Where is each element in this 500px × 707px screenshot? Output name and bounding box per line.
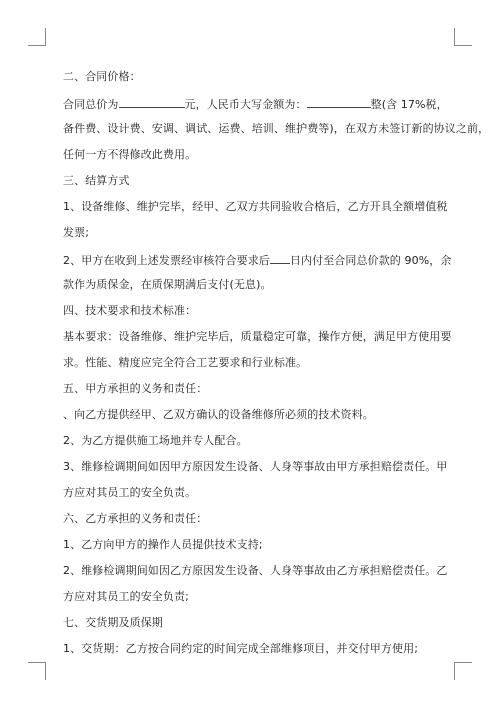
para-settlement-2a [63,252,451,268]
price-label: 合同总价为 [63,98,119,111]
para-price-line-3: 任何一方不得修改此费用。 [63,148,197,161]
blank-total-price [119,96,185,108]
para-technical-1: 基本要求：设备维修、维护完毕后，质量稳定可靠，操作方便，满足甲方使用要 [63,330,452,343]
para-party-a-1: 、向乙方提供经甲、乙双方确认的设备维修所必须的技术资料。 [63,408,374,421]
para-delivery-1: 1、交货期：乙方按合同约定的时间完成全部维修项目，并交付甲方使用; [63,642,419,655]
heading-technical: 四、技术要求和技术标准： [63,304,197,317]
para-party-b-2a: 2、维修检调期间如因乙方原因发生设备、人身等事故由乙方承担赔偿责任。乙 [63,564,448,577]
blank-rmb-amount [307,96,371,108]
settlement-2-lead: 2、甲方在收到上述发票经审核符合要求后 [63,254,270,267]
para-party-a-3a: 3、维修检调期间如因甲方原因发生设备、人身等事故由甲方承担赔偿责任。甲 [63,460,448,473]
para-party-b-1: 1、乙方向甲方的操作人员提供技术支持; [63,538,263,551]
para-party-a-3b: 方应对其员工的安全负责。 [63,486,197,499]
para-price-line-2: 备件费、设计费、安调、调试、运费、培训、维护费等)，在双方未签订新的协议之前， [63,122,490,135]
para-price-line-1 [63,96,448,112]
para-settlement-2b: 款作为质保金，在质保期满后支付(无息)。 [63,278,272,291]
para-technical-2: 求。性能、精度应完全符合工艺要求和行业标准。 [63,356,308,369]
heading-delivery: 七、交货期及质保期 [63,616,163,629]
heading-party-b: 六、乙方承担的义务和责任： [63,512,208,525]
tax-label: 整(含 17%税， [370,98,448,111]
heading-settlement: 三、结算方式 [63,174,130,187]
rmb-label: 元，人民币大写金额为： [184,98,307,111]
heading-contract-price: 二、合同价格： [63,70,141,83]
settlement-2-tail: 日内付至合同总价款的 90%，余 [289,254,452,267]
para-party-a-2: 2、为乙方提供施工场地并专人配合。 [63,434,248,447]
blank-days [270,252,290,264]
heading-party-a: 五、甲方承担的义务和责任： [63,382,208,395]
para-party-b-2b: 方应对其员工的安全负责; [63,590,189,603]
para-settlement-1b: 发票; [63,226,90,239]
para-settlement-1a: 1、设备维修、维护完毕，经甲、乙双方共同验收合格后，乙方开具全额增值税 [63,200,448,213]
